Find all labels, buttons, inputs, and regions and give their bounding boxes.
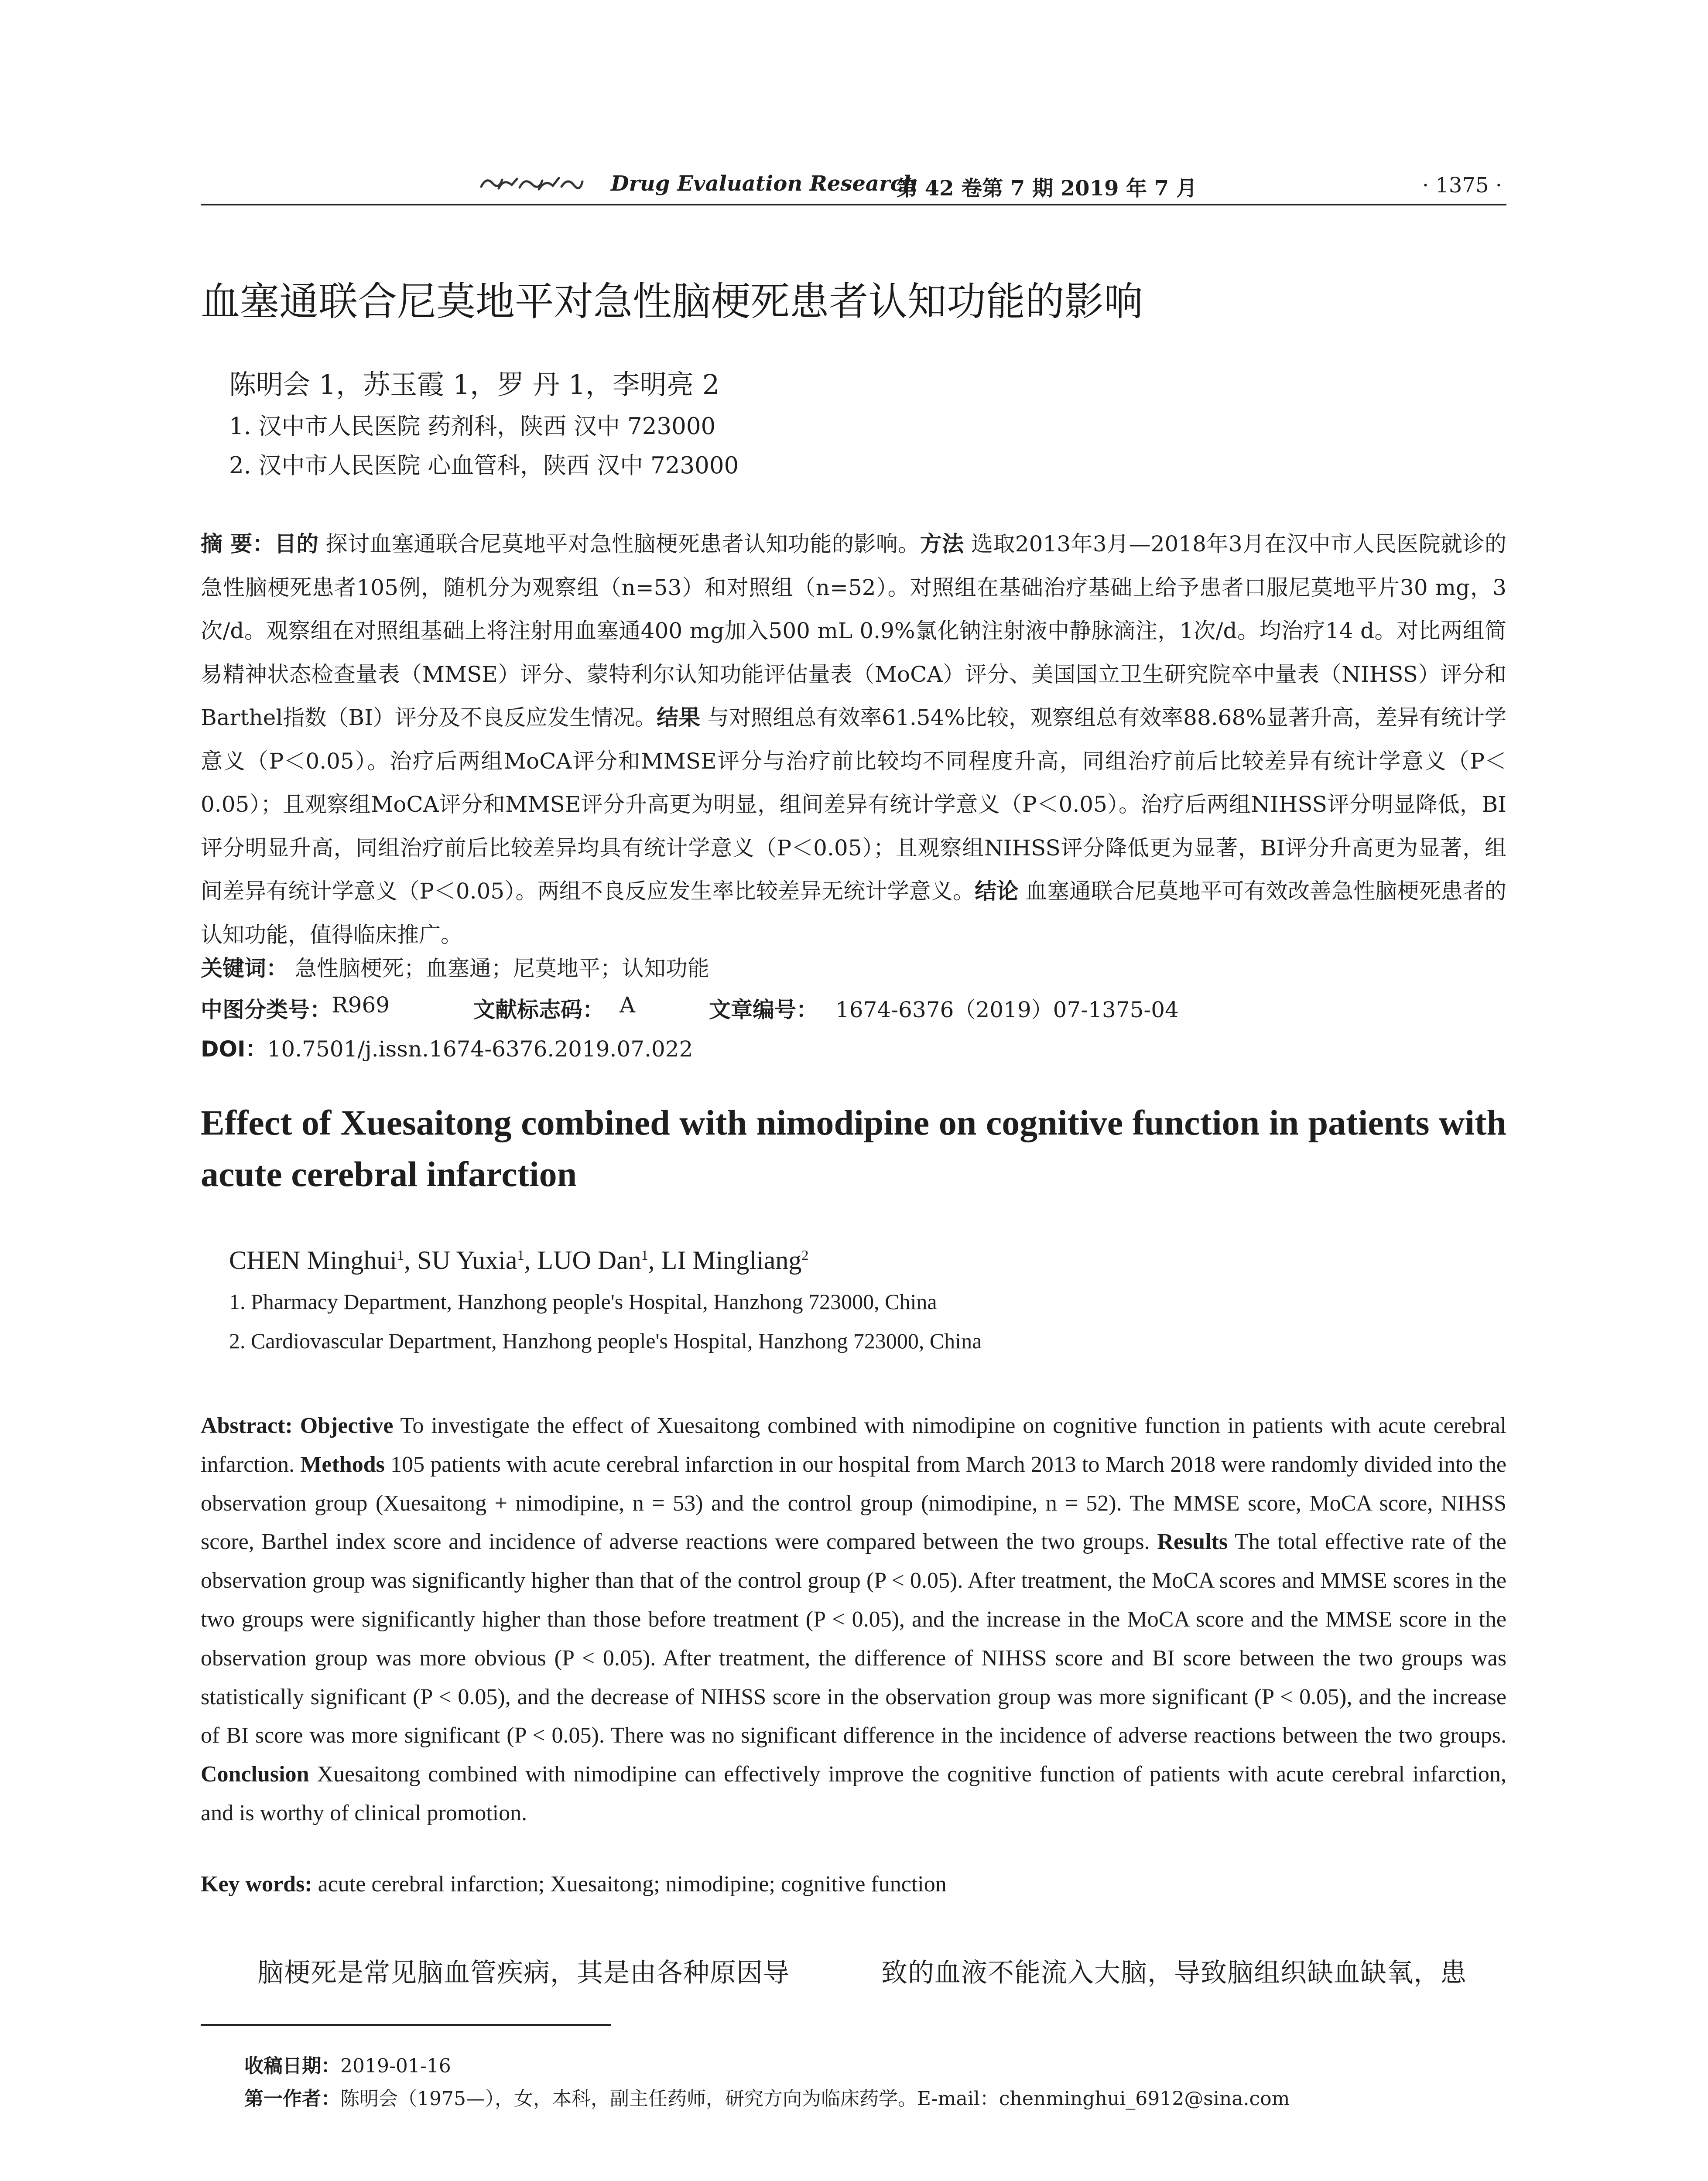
footnote-rule <box>201 2024 611 2026</box>
article-number-label: 文章编号： <box>709 997 818 1022</box>
journal-logo-calligraphy <box>478 174 585 193</box>
page-number: · 1375 · <box>1422 173 1502 198</box>
cn-conclusion-text: 血塞通联合尼莫地平可有效改善急性脑梗死患者的认知功能，值得临床推广。 <box>201 879 1506 947</box>
cn-keywords <box>201 951 709 982</box>
en-authors: CHEN Minghui$^1$, SU Yuxia$^1$, LUO Dan$^1$, LI Mingliang$^2$ <box>229 1246 809 1275</box>
en-methods-label: Methods <box>300 1452 385 1477</box>
received-date: 2019-01-16 <box>340 2055 451 2077</box>
doi <box>201 1032 693 1063</box>
en-results-text: The total effective rate of the observation group was significantly higher than that of the control group (P < 0.05). After treatment, the MoCA scores and MMSE scores in the two groups were significantly higher than those before treatment (P < 0.05), and the increase in the MoCA score and the MMSE score in the observation group was more obvious (P < 0.05). After treatment, the difference of NIHSS score and BI score between the two groups was statistically significant (P < 0.05), and the decrease of NIHSS score in the observation group was more significant (P < 0.05), and the increase of BI score was more significant (P < 0.05). There was no significant difference in the incidence of adverse reactions between the two groups. <box>201 1529 1506 1748</box>
en-author-3: LUO Dan <box>537 1246 641 1275</box>
first-author-info: 陈明会（1975—），女，本科，副主任药师，研究方向为临床药学。E-mail：chenminghui_6912@sina.com <box>340 2088 1290 2110</box>
cn-methods-text: 选取2013年3月—2018年3月在汉中市人民医院就诊的急性脑梗死患者105例，随机分为观察组（n=53）和对照组（n=52）。对照组在基础治疗基础上给予患者口服尼莫地平片30 mg，3次/d。观察组在对照组基础上将注射用血塞通400 mg加入500 mL 0.9%氯化钠注射液中静脉滴注，1次/d。均治疗14 d。对比两组简易精神状态检查量表（MMSE）评分、蒙特利尔认知功能评估量表（MoCA）评分、美国国立卫生研究院卒中量表（NIHSS）评分和Barthel指数（BI）评分及不良反应发生情况。 <box>201 531 1506 730</box>
en-abstract-label: Abstract: <box>201 1413 293 1438</box>
en-results-label: Results <box>1157 1529 1228 1555</box>
journal-name: Drug Evaluation Research <box>611 171 918 196</box>
cn-objective-text: 探讨血塞通联合尼莫地平对急性脑梗死患者认知功能的影响。 <box>325 531 920 557</box>
cn-affiliation-1: 1. 汉中市人民医院 药剂科，陕西 汉中 723000 <box>229 413 716 440</box>
doi-value: 10.7501/j.issn.1674-6376.2019.07.022 <box>267 1036 693 1062</box>
cn-methods-label: 方法 <box>920 531 964 557</box>
cn-results-label: 结果 <box>657 705 701 730</box>
received-label: 收稿日期： <box>244 2055 340 2077</box>
en-objective-label: Objective <box>300 1413 394 1438</box>
cn-classification-row <box>201 992 1379 1023</box>
cn-conclusion-label: 结论 <box>975 879 1019 904</box>
en-abstract <box>201 1407 1506 1833</box>
en-conclusion-text: Xuesaitong combined with nimodipine can effectively improve the cognitive function of patients with acute cerebral infarction, and is worthy of clinical promotion. <box>201 1762 1506 1825</box>
article-number-value: 1674-6376（2019）07-1375-04 <box>835 997 1179 1022</box>
en-affiliation-2: 2. Cardiovascular Department, Hanzhong people's Hospital, Hanzhong 723000, China <box>229 1329 982 1353</box>
body-text-left-column: 脑梗死是常见脑血管疾病，其是由各种原因导 <box>257 1958 790 1988</box>
journal-logo <box>478 174 585 193</box>
clc-label: 中图分类号： <box>201 997 332 1022</box>
body-text-right-column: 致的血液不能流入大脑，导致脑组织缺血缺氧，患 <box>881 1958 1467 1988</box>
en-title: Effect of Xuesaitong combined with nimodipine on cognitive function in patients with acute cerebral infarction <box>201 1103 1506 1194</box>
cn-affiliation-2: 2. 汉中市人民医院 心血管科，陕西 汉中 723000 <box>229 452 739 479</box>
cn-authors: 陈明会 1，苏玉霞 1，罗 丹 1，李明亮 2 <box>229 369 720 400</box>
en-affiliation-1: 1. Pharmacy Department, Hanzhong people's Hospital, Hanzhong 723000, China <box>229 1289 937 1314</box>
cn-results-text: 与对照组总有效率61.54%比较，观察组总有效率88.68%显著升高，差异有统计学意义（P＜0.05）。治疗后两组MoCA评分和MMSE评分与治疗前比较均不同程度升高，同组治疗前后比较差异有统计学意义（P＜0.05）；且观察组MoCA评分和MMSE评分升高更为明显，组间差异有统计学意义（P＜0.05）。治疗后两组NIHSS评分明显降低，BI评分明显升高，同组治疗前后比较差异均具有统计学意义（P＜0.05）；且观察组NIHSS评分降低更为显著，BI评分升高更为显著，组间差异有统计学意义（P＜0.05）。两组不良反应发生率比较差异无统计学意义。 <box>201 705 1506 904</box>
header-rule <box>201 204 1506 205</box>
cn-keywords-label: 关键词： <box>201 956 288 981</box>
footnote-first-author <box>244 2083 1290 2111</box>
journal-issue: 第 42 卷第 7 期 2019 年 7 月 <box>897 176 1197 201</box>
clc-value: R969 <box>332 992 390 1018</box>
footnote-received <box>244 2050 451 2078</box>
doccode-label: 文献标志码： <box>473 997 604 1022</box>
cn-abstract <box>201 523 1506 957</box>
doccode-value: A <box>620 992 636 1018</box>
en-conclusion-label: Conclusion <box>201 1762 309 1787</box>
first-author-label: 第一作者： <box>244 2088 340 2110</box>
en-keywords <box>201 1871 947 1897</box>
doi-label: DOI： <box>201 1036 267 1062</box>
cn-abstract-label: 摘 要： <box>201 531 275 557</box>
en-keywords-text: acute cerebral infarction; Xuesaitong; nimodipine; cognitive function <box>318 1872 947 1897</box>
cn-title: 血塞通联合尼莫地平对急性脑梗死患者认知功能的影响 <box>201 279 1143 325</box>
cn-keywords-text: 急性脑梗死；血塞通；尼莫地平；认知功能 <box>294 956 709 981</box>
en-author-1: CHEN Minghui <box>229 1246 397 1275</box>
en-author-4: LI Mingliang <box>661 1246 802 1275</box>
en-keywords-label: Key words: <box>201 1872 312 1897</box>
cn-objective-label: 目的 <box>274 531 319 557</box>
en-objective-text: To investigate the effect of Xuesaitong combined with nimodipine on cognitive function in patients with acute cerebral infarction. <box>201 1413 1507 1477</box>
en-author-2: SU Yuxia <box>417 1246 517 1275</box>
en-methods-text: 105 patients with acute cerebral infarction in our hospital from March 2013 to March 2018 were randomly divided into the observation group (Xuesaitong + nimodipine, n = 53) and the control group (nimodipine, n = 52). The MMSE score, MoCA score, NIHSS score, Barthel index score and incidence of adverse reactions were compared between the two groups. <box>201 1452 1507 1555</box>
